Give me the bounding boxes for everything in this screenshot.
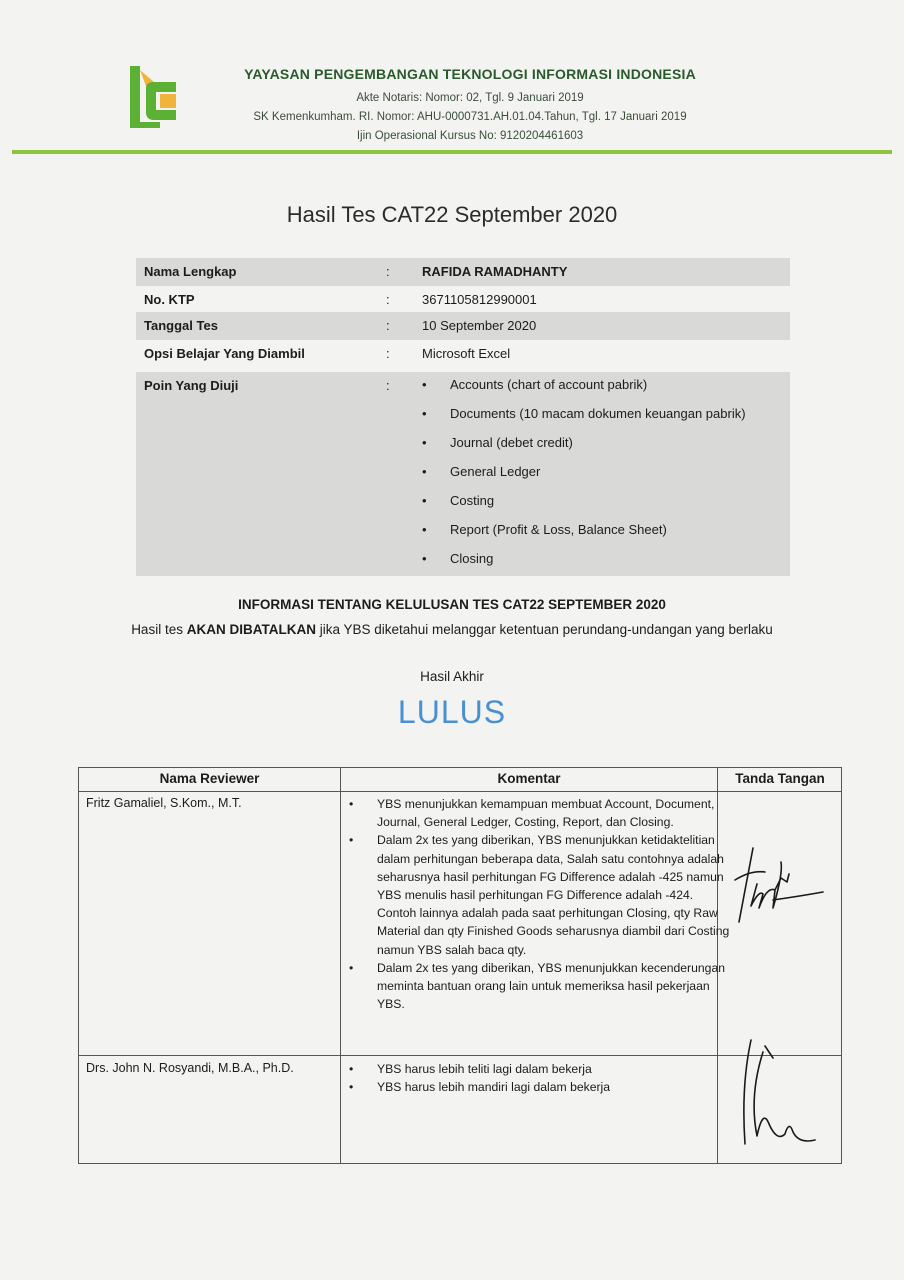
tested-points-label: Poin Yang Diuji	[144, 378, 239, 393]
column-divider	[340, 768, 341, 1163]
reviewer-comments	[345, 1060, 735, 1096]
reviewer-name: Fritz Gamaliel, S.Kom., M.T.	[86, 796, 242, 810]
separator: :	[386, 346, 390, 361]
decree-number: SK Kemenkumham. RI. Nomor: AHU-0000731.AH.01.04.Tahun, Tgl. 17 Januari 2019	[253, 111, 687, 123]
list-item	[345, 959, 735, 1014]
test-date-value: 10 September 2020	[422, 318, 537, 333]
name-label: Nama Lengkap	[144, 264, 237, 279]
list-item	[422, 492, 746, 521]
list-item	[345, 795, 735, 831]
bullet: •	[349, 797, 354, 811]
list-item	[422, 376, 746, 405]
study-option-value: Microsoft Excel	[422, 346, 511, 361]
graduation-note	[0, 622, 904, 637]
tested-point-text: Journal (debet credit)	[450, 435, 573, 450]
note-text-end: jika YBS diketahui melanggar ketentuan perundang-undangan yang berlaku	[315, 622, 773, 637]
test-date-label: Tanggal Tes	[144, 318, 218, 333]
bullet: •	[349, 960, 354, 975]
list-item	[422, 521, 746, 550]
bullet: •	[422, 464, 427, 479]
bullet: •	[422, 551, 427, 566]
separator: :	[386, 318, 390, 333]
bullet: •	[422, 522, 427, 537]
list-item	[345, 1078, 735, 1096]
list-item	[345, 1060, 735, 1078]
tested-point-text: Accounts (chart of account pabrik)	[450, 377, 648, 392]
foundation-logo	[124, 62, 182, 130]
notary-deed: Akte Notaris: Nomor: 02, Tgl. 9 Januari 2019	[356, 92, 584, 104]
info-row-name	[136, 258, 790, 286]
study-option-label: Opsi Belajar Yang Diambil	[144, 346, 305, 361]
course-permit: Ijin Operasional Kursus No: 9120204461603	[356, 130, 584, 142]
info-row-test-date	[136, 312, 790, 340]
col-header-comment: Komentar	[497, 771, 561, 786]
tested-point-text: Closing	[450, 551, 494, 566]
signature-mark	[735, 1036, 825, 1150]
reviewer-table	[78, 767, 842, 1164]
bullet: •	[422, 406, 427, 421]
tested-point-text: Report (Profit & Loss, Balance Sheet)	[450, 522, 667, 537]
header-divider-line	[79, 791, 841, 792]
separator: :	[386, 292, 390, 307]
bullet: •	[422, 493, 427, 508]
bullet: •	[422, 377, 427, 392]
comment-text: Dalam 2x tes yang diberikan, YBS menunjukkan kecenderungan meminta bantuan orang lain untuk memeriksa hasil pekerjaan YBS.	[377, 960, 726, 1012]
row-divider	[79, 1055, 841, 1056]
bullet: •	[422, 435, 427, 450]
participant-info-table	[136, 258, 790, 576]
bullet: •	[349, 1080, 354, 1095]
graduation-heading: INFORMASI TENTANG KELULUSAN TES CAT22 SEPTEMBER 2020	[238, 597, 666, 612]
note-text-emphasis: AKAN DIBATALKAN	[186, 622, 316, 637]
org-name: YAYASAN PENGEMBANGAN TEKNOLOGI INFORMASI INDONESIA	[244, 66, 696, 82]
list-item	[345, 831, 735, 958]
separator: :	[386, 264, 390, 279]
list-item	[422, 463, 746, 492]
comment-text: YBS harus lebih teliti lagi dalam bekerja	[377, 1062, 592, 1076]
final-result-label: Hasil Akhir	[420, 669, 484, 684]
tested-points-list	[422, 376, 746, 579]
info-row-tested-points	[136, 372, 790, 576]
list-item	[422, 405, 746, 434]
comment-text: Dalam 2x tes yang diberikan, YBS menunjukkan ketidaktelitian dalam perhitungan beberapa data, Salah satu contohnya adalah seharusnya hasil perhitungan FG Difference adalah -425 namun YBS menulis hasil perhitungan FG Difference adalah -424. Contoh lainnya adalah pada saat perhitungan Closing, qty Raw Material dan qty Finished Goods seharusnya diambil dari Costing namun YBS salah baca qty.	[377, 833, 730, 957]
info-row-study-option	[136, 340, 790, 368]
header-divider	[12, 150, 892, 154]
final-result-value: LULUS	[397, 694, 507, 730]
col-header-reviewer: Nama Reviewer	[159, 771, 260, 786]
reviewer-name: Drs. John N. Rosyandi, M.B.A., Ph.D.	[86, 1061, 294, 1075]
info-row-ktp	[136, 286, 790, 312]
comment-text: YBS menunjukkan kemampuan membuat Account, Document, Journal, General Ledger, Costing, Report, dan Closing.	[377, 797, 715, 830]
ktp-label: No. KTP	[144, 292, 195, 307]
tested-point-text: Costing	[450, 493, 495, 508]
comment-text: YBS harus lebih mandiri lagi dalam bekerja	[377, 1080, 611, 1095]
name-value: RAFIDA RAMADHANTY	[422, 264, 568, 279]
separator: :	[386, 378, 390, 393]
reviewer-comments	[345, 795, 735, 1013]
document-title: Hasil Tes CAT22 September 2020	[286, 202, 618, 227]
signature-mark	[731, 844, 827, 930]
col-header-signature: Tanda Tangan	[735, 771, 825, 786]
bullet: •	[349, 833, 354, 848]
tested-point-text: Documents (10 macam dokumen keuangan pabrik)	[450, 406, 746, 421]
list-item	[422, 434, 746, 463]
note-text-start: Hasil tes	[131, 622, 187, 637]
ktp-value: 3671105812990001	[422, 292, 537, 307]
bullet: •	[349, 1062, 354, 1076]
list-item	[422, 550, 746, 579]
tested-point-text: General Ledger	[450, 464, 541, 479]
